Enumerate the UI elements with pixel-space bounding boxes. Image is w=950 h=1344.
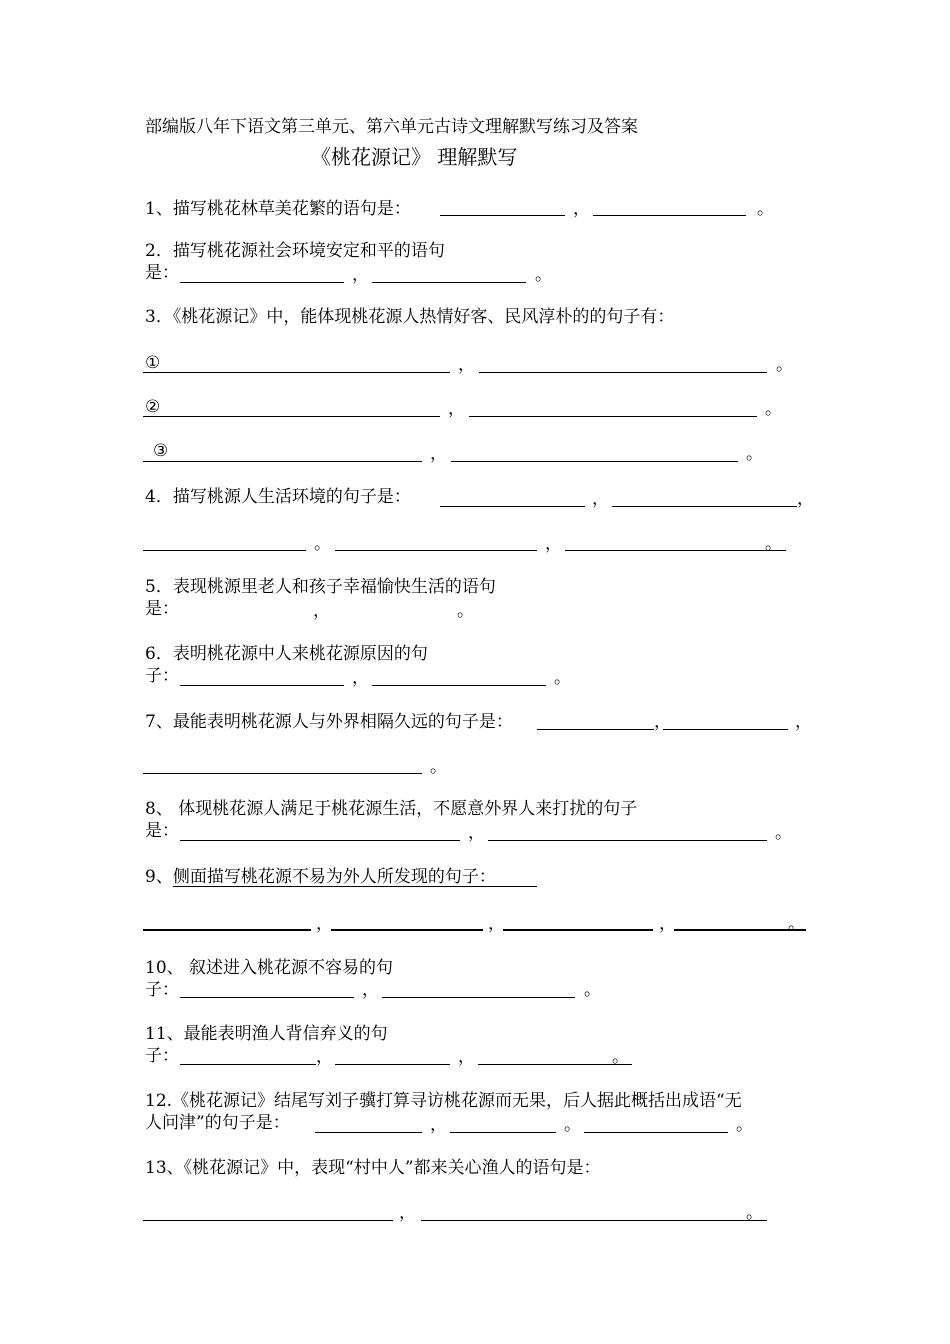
question-7-text: 7、最能表明桃花源人与外界相隔久远的句子是： [145,712,513,732]
document-title: 部编版八年下语文第三单元、第六单元古诗文理解默写练习及答案 [145,117,638,137]
punctuation: ， [399,1203,416,1223]
punctuation: 。 [775,823,792,843]
answer-blank[interactable] [372,685,546,686]
answer-blank[interactable] [565,550,786,551]
answer-blank[interactable] [331,929,483,931]
question-4-text: 4．描写桃源人生活环境的句子是： [145,487,411,507]
punctuation: 。 [765,534,782,554]
punctuation: ， [488,914,505,934]
punctuation: ， [795,712,812,732]
question-11-lead: 子： [145,1046,179,1066]
question-10-lead: 子： [145,980,179,1000]
punctuation: 。 [746,1203,763,1223]
punctuation: 。 [788,914,805,934]
question-8-lead: 是： [145,821,179,841]
answer-blank[interactable] [143,929,311,931]
item-marker-1: ① [145,353,161,373]
punctuation: 。 [314,534,331,554]
answer-blank[interactable] [469,416,757,417]
question-1-text: 1、描写桃花林草美花繁的语句是： [145,199,411,219]
punctuation: ， [448,399,465,419]
question-2-text: 2．描写桃花源社会环境安定和平的语句 [145,241,445,261]
question-13-text: 13、《桃花源记》中，表现“村中人”都来关心渔人的语句是： [145,1158,601,1178]
punctuation: 。 [554,668,571,688]
question-11-text: 11、最能表明渔人背信弃义的句 [145,1024,388,1044]
punctuation: ， [316,914,333,934]
punctuation: 。 [457,601,474,621]
answer-blank[interactable] [674,929,806,931]
punctuation: 。 [746,444,763,464]
answer-blank[interactable] [180,840,460,841]
punctuation: ， [659,914,676,934]
punctuation: ， [430,1115,447,1135]
answer-blank[interactable] [663,729,788,730]
punctuation: 。 [736,1115,753,1135]
punctuation: ， [654,712,671,732]
answer-blank[interactable] [537,729,654,730]
answer-blank[interactable] [488,840,767,841]
answer-blank[interactable] [478,1064,632,1065]
question-5-lead: 是： [145,599,179,619]
answer-blank[interactable] [440,215,565,216]
question-12-text-line-2: 人问津”的句子是： [145,1113,290,1133]
punctuation: ， [352,668,369,688]
punctuation: ， [592,489,609,509]
punctuation: 。 [612,1047,629,1067]
answer-blank[interactable] [180,1064,316,1065]
punctuation: 。 [564,1115,581,1135]
answer-blank[interactable] [450,1132,556,1133]
question-8-text: 8、 体现桃花源人满足于桃花源生活，不愿意外界人来打扰的句子 [145,799,638,819]
punctuation: 。 [584,980,601,1000]
punctuation: ， [316,1047,333,1067]
section-title: 《桃花源记》 理解默写 [311,145,518,169]
punctuation: 。 [757,199,774,219]
punctuation: ， [313,601,330,621]
answer-blank[interactable] [180,685,344,686]
question-2-lead: 是： [145,263,179,283]
answer-blank[interactable] [335,550,537,551]
item-marker-3: ③ [153,441,169,461]
punctuation: 。 [430,757,447,777]
question-6-lead: 子： [145,666,179,686]
answer-blank[interactable] [479,372,767,373]
answer-blank[interactable] [593,215,746,216]
answer-blank[interactable] [143,372,450,373]
question-3-text: 3．《桃花源记》中，能体现桃花源人热情好客、民风淳朴的的句子有： [145,307,675,327]
punctuation: ， [573,199,590,219]
punctuation: 。 [765,399,782,419]
answer-blank[interactable] [143,1220,393,1221]
punctuation: 。 [535,265,552,285]
punctuation: ， [352,265,369,285]
answer-blank[interactable] [451,461,738,462]
answer-blank[interactable] [382,997,575,998]
question-9-text: 9、侧面描写桃花源不易为外人所发现的句子： [145,867,496,887]
answer-blank[interactable] [143,550,306,551]
answer-blank[interactable] [335,1064,450,1065]
question-9-underline [173,886,537,887]
answer-blank[interactable] [315,1132,422,1133]
question-12-text-line-1: 12.《桃花源记》结尾写刘子骥打算寻访桃花源而无果，后人据此概括出成语“无 [145,1091,742,1111]
punctuation: ， [545,534,562,554]
question-10-text: 10、 叙述进入桃花源不容易的句 [145,958,394,978]
question-6-text: 6．表明桃花源中人来桃花源原因的句 [145,644,428,664]
punctuation: ， [430,444,447,464]
answer-blank[interactable] [180,997,354,998]
answer-blank[interactable] [372,282,526,283]
answer-blank[interactable] [180,282,344,283]
answer-blank[interactable] [143,416,440,417]
answer-blank[interactable] [440,506,585,507]
punctuation: ， [362,980,379,1000]
punctuation: ， [797,489,814,509]
punctuation: ， [458,1047,475,1067]
punctuation: ， [458,355,475,375]
answer-blank[interactable] [143,461,422,462]
answer-blank[interactable] [612,506,797,507]
punctuation: 。 [776,355,793,375]
item-marker-2: ② [145,397,161,417]
answer-blank[interactable] [143,773,422,774]
answer-blank[interactable] [421,1220,767,1221]
punctuation: ， [468,823,485,843]
answer-blank[interactable] [503,929,653,931]
question-5-text: 5．表现桃源里老人和孩子幸福愉快生活的语句 [145,577,496,597]
answer-blank[interactable] [584,1132,728,1133]
